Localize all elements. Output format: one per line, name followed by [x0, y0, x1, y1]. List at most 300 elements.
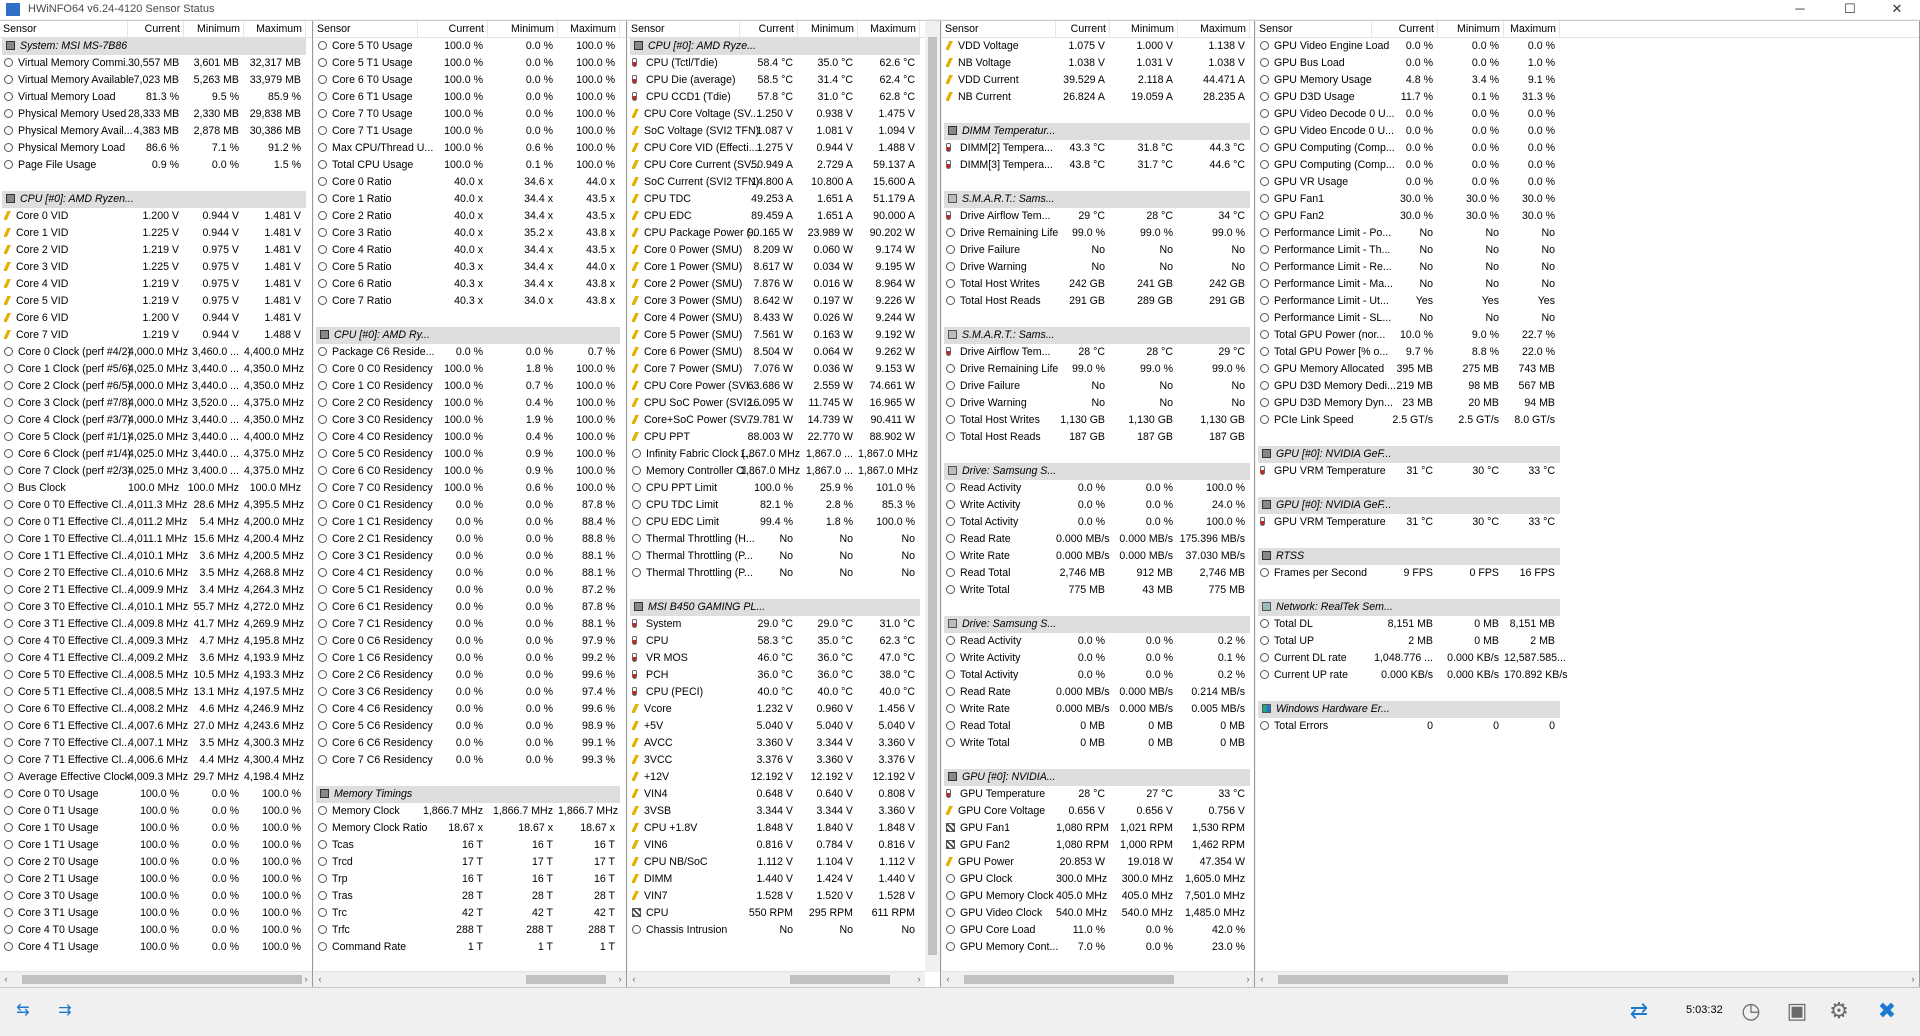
sensor-row[interactable] — [0, 735, 312, 752]
sensor-row[interactable] — [942, 38, 1254, 55]
sensor-row[interactable] — [0, 820, 312, 837]
sensor-row[interactable] — [942, 429, 1254, 446]
sensor-group-header[interactable] — [1256, 548, 1919, 565]
sensor-row[interactable] — [1256, 123, 1919, 140]
sensor-row[interactable] — [0, 803, 312, 820]
sensor-row[interactable] — [628, 208, 940, 225]
maximize-button[interactable]: ☐ — [1844, 1, 1856, 16]
sensor-row[interactable] — [314, 412, 626, 429]
sensor-row[interactable] — [942, 344, 1254, 361]
sensor-row[interactable] — [0, 888, 312, 905]
header-sensor[interactable]: Sensor — [314, 21, 418, 37]
sensor-group-header[interactable] — [942, 616, 1254, 633]
sensor-row[interactable] — [1256, 89, 1919, 106]
sensor-row[interactable] — [314, 888, 626, 905]
sensor-row[interactable] — [314, 871, 626, 888]
minimize-button[interactable]: ─ — [1795, 1, 1805, 16]
sensor-row[interactable] — [0, 361, 312, 378]
sensor-row[interactable] — [1256, 514, 1919, 531]
sensor-row[interactable] — [1256, 310, 1919, 327]
header-current[interactable]: Current — [740, 21, 798, 37]
sensor-row[interactable] — [0, 939, 312, 956]
sensor-group-header[interactable] — [628, 599, 940, 616]
sensor-group-header[interactable] — [0, 38, 312, 55]
sensor-group-header[interactable] — [942, 191, 1254, 208]
sensor-row[interactable] — [628, 412, 940, 429]
sensor-row[interactable] — [942, 786, 1254, 803]
sensor-row[interactable] — [942, 888, 1254, 905]
header-current[interactable]: Current — [1056, 21, 1110, 37]
sensor-row[interactable] — [314, 378, 626, 395]
sensor-row[interactable] — [0, 225, 312, 242]
sensor-row[interactable] — [0, 922, 312, 939]
header-sensor[interactable]: Sensor — [942, 21, 1056, 37]
sensor-row[interactable] — [1256, 174, 1919, 191]
sensor-row[interactable] — [628, 174, 940, 191]
sensor-row[interactable] — [0, 871, 312, 888]
horizontal-scrollbar[interactable] — [628, 971, 925, 987]
scroll-right-icon[interactable]: › — [304, 974, 308, 984]
sensor-name: +12V — [644, 771, 670, 783]
scroll-left-icon[interactable]: ‹ — [4, 974, 8, 984]
minimum-value: 0.060 W — [813, 244, 853, 256]
sensor-row[interactable] — [314, 922, 626, 939]
close-button[interactable]: ✕ — [1891, 1, 1903, 16]
sensor-row[interactable] — [942, 735, 1254, 752]
scrollbar-thumb[interactable] — [928, 37, 937, 955]
scrollbar-thumb[interactable] — [22, 975, 302, 984]
sensor-row[interactable] — [1256, 667, 1919, 684]
sensor-row[interactable] — [628, 752, 940, 769]
sensor-row[interactable] — [314, 242, 626, 259]
sensor-row[interactable] — [0, 276, 312, 293]
current-value: 100.0 % — [444, 414, 483, 426]
sensor-row[interactable] — [0, 514, 312, 531]
sensor-row[interactable] — [942, 582, 1254, 599]
sensor-row[interactable] — [628, 514, 940, 531]
sensor-row[interactable] — [314, 259, 626, 276]
scroll-right-icon[interactable]: › — [917, 974, 921, 984]
sensor-row[interactable] — [942, 650, 1254, 667]
sensor-row[interactable] — [0, 89, 312, 106]
sensor-row[interactable] — [314, 565, 626, 582]
sensor-row[interactable] — [314, 854, 626, 871]
sensor-row[interactable] — [314, 106, 626, 123]
sensor-row[interactable] — [0, 633, 312, 650]
sensor-row[interactable] — [942, 259, 1254, 276]
sensor-row[interactable] — [942, 395, 1254, 412]
sensor-row[interactable] — [942, 803, 1254, 820]
header-current[interactable]: Current — [128, 21, 184, 37]
sensor-row[interactable] — [628, 191, 940, 208]
sensor-row[interactable] — [628, 480, 940, 497]
sensor-row[interactable] — [942, 565, 1254, 582]
sensor-row[interactable] — [1256, 225, 1919, 242]
sensor-row[interactable] — [628, 378, 940, 395]
sensor-row[interactable] — [1256, 106, 1919, 123]
sensor-row[interactable] — [0, 395, 312, 412]
sensor-row[interactable] — [628, 667, 940, 684]
sensor-row[interactable] — [942, 905, 1254, 922]
exit-icon[interactable]: ✖ — [1877, 998, 1897, 1023]
sensor-row[interactable] — [314, 191, 626, 208]
sensor-row[interactable] — [0, 259, 312, 276]
sensor-row[interactable] — [0, 565, 312, 582]
sensor-row[interactable] — [0, 446, 312, 463]
sensor-row[interactable] — [0, 157, 312, 174]
sensor-row[interactable] — [942, 701, 1254, 718]
sensor-row[interactable] — [628, 55, 940, 72]
sensor-row[interactable] — [628, 310, 940, 327]
sensor-row[interactable] — [942, 531, 1254, 548]
sensor-name: Drive Failure — [960, 244, 1021, 256]
sensor-row[interactable] — [1256, 412, 1919, 429]
vertical-scrollbar[interactable] — [925, 21, 940, 972]
header-sensor[interactable]: Sensor — [0, 21, 128, 37]
sensor-row[interactable] — [628, 242, 940, 259]
sensor-row[interactable] — [628, 259, 940, 276]
sensor-group-header[interactable] — [1256, 446, 1919, 463]
sensor-row[interactable] — [942, 718, 1254, 735]
gauge-icon — [4, 160, 13, 169]
sensor-row[interactable] — [314, 361, 626, 378]
sensor-row[interactable] — [628, 106, 940, 123]
sensor-row[interactable] — [628, 327, 940, 344]
sensor-row[interactable] — [0, 412, 312, 429]
sensor-row[interactable] — [628, 735, 940, 752]
sensor-row[interactable] — [942, 497, 1254, 514]
scrollbar-thumb[interactable] — [964, 975, 1174, 984]
horizontal-scrollbar[interactable] — [314, 971, 626, 987]
sensor-row[interactable] — [314, 701, 626, 718]
sensor-row[interactable] — [628, 497, 940, 514]
sensor-row[interactable] — [628, 395, 940, 412]
sensor-row[interactable] — [0, 701, 312, 718]
sensor-row[interactable] — [0, 718, 312, 735]
sensor-group-header[interactable] — [942, 463, 1254, 480]
sensor-row[interactable] — [942, 548, 1254, 565]
sensor-row[interactable] — [314, 225, 626, 242]
sensor-row[interactable] — [314, 72, 626, 89]
sensor-row[interactable] — [628, 276, 940, 293]
sensor-row[interactable] — [314, 293, 626, 310]
header-minimum[interactable]: Minimum — [1110, 21, 1178, 37]
scroll-right-icon[interactable]: › — [1911, 974, 1915, 984]
scrollbar-thumb[interactable] — [790, 975, 890, 984]
sensor-row[interactable] — [314, 837, 626, 854]
sensor-row[interactable] — [942, 157, 1254, 174]
sensor-row[interactable] — [314, 582, 626, 599]
scroll-right-icon[interactable]: › — [1246, 974, 1250, 984]
sensor-row[interactable] — [0, 531, 312, 548]
sensor-row[interactable] — [314, 752, 626, 769]
header-maximum[interactable]: Maximum — [244, 21, 306, 37]
sensor-row[interactable] — [942, 684, 1254, 701]
sensor-row[interactable] — [1256, 650, 1919, 667]
header-minimum[interactable]: Minimum — [798, 21, 858, 37]
sensor-row[interactable] — [314, 735, 626, 752]
sensor-row[interactable] — [314, 123, 626, 140]
clock-icon[interactable]: ◷ — [1741, 998, 1761, 1023]
sensor-row[interactable] — [0, 582, 312, 599]
sensor-row[interactable] — [628, 293, 940, 310]
sensor-row[interactable] — [942, 242, 1254, 259]
sensor-row[interactable] — [628, 786, 940, 803]
sensor-row[interactable] — [942, 208, 1254, 225]
sensor-row[interactable] — [314, 174, 626, 191]
sensor-row[interactable] — [628, 616, 940, 633]
maximum-value: 99.0 % — [1212, 363, 1245, 375]
sensor-row[interactable] — [0, 378, 312, 395]
nav-right-button[interactable]: ⇉ — [58, 1002, 72, 1019]
sensor-row[interactable] — [942, 361, 1254, 378]
sensor-row[interactable] — [942, 89, 1254, 106]
header-maximum[interactable]: Maximum — [1504, 21, 1560, 37]
sensor-row[interactable] — [0, 293, 312, 310]
scroll-left-icon[interactable]: ‹ — [1260, 974, 1264, 984]
sensor-row[interactable] — [314, 514, 626, 531]
sensor-row[interactable] — [628, 548, 940, 565]
sensor-row[interactable] — [314, 140, 626, 157]
scrollbar-thumb[interactable] — [1278, 975, 1508, 984]
sensor-row[interactable] — [628, 633, 940, 650]
header-maximum[interactable]: Maximum — [1178, 21, 1250, 37]
network-icon[interactable]: ⇄ — [1629, 998, 1649, 1023]
sensor-row[interactable] — [942, 939, 1254, 956]
sensor-row[interactable] — [0, 429, 312, 446]
sensor-row[interactable] — [628, 72, 940, 89]
sensor-row[interactable] — [0, 327, 312, 344]
header-minimum[interactable]: Minimum — [1438, 21, 1504, 37]
sensor-row[interactable] — [0, 786, 312, 803]
sensor-row[interactable] — [628, 89, 940, 106]
sensor-row[interactable] — [1256, 208, 1919, 225]
sensor-row[interactable] — [942, 922, 1254, 939]
horizontal-scrollbar[interactable] — [1256, 971, 1919, 987]
sensor-row[interactable] — [0, 72, 312, 89]
sensor-row[interactable] — [1256, 191, 1919, 208]
sensor-row[interactable] — [0, 106, 312, 123]
sensor-row[interactable] — [1256, 293, 1919, 310]
sensor-row[interactable] — [942, 820, 1254, 837]
sensor-row[interactable] — [628, 701, 940, 718]
sensor-row[interactable] — [1256, 378, 1919, 395]
sensor-row[interactable] — [628, 344, 940, 361]
sensor-row[interactable] — [314, 905, 626, 922]
sensor-row[interactable] — [314, 531, 626, 548]
sensor-row[interactable] — [1256, 72, 1919, 89]
sensor-row[interactable] — [628, 820, 940, 837]
sensor-row[interactable] — [1256, 616, 1919, 633]
sensor-row[interactable] — [942, 276, 1254, 293]
sensor-group-header[interactable] — [1256, 599, 1919, 616]
sensor-row[interactable] — [0, 616, 312, 633]
sensor-row[interactable] — [314, 803, 626, 820]
sensor-row[interactable] — [0, 599, 312, 616]
sensor-row[interactable] — [314, 667, 626, 684]
sensor-row[interactable] — [942, 225, 1254, 242]
sensor-row[interactable] — [0, 463, 312, 480]
add-report-icon[interactable]: ▣ — [1786, 998, 1808, 1023]
sensor-row[interactable] — [314, 616, 626, 633]
header-minimum[interactable]: Minimum — [488, 21, 558, 37]
sensor-row[interactable] — [0, 905, 312, 922]
sensor-row[interactable] — [314, 718, 626, 735]
sensor-row[interactable] — [0, 667, 312, 684]
sensor-row[interactable] — [0, 497, 312, 514]
sensor-row[interactable] — [314, 395, 626, 412]
sensor-row[interactable] — [0, 837, 312, 854]
sensor-row[interactable] — [314, 939, 626, 956]
sensor-row[interactable] — [0, 854, 312, 871]
horizontal-scrollbar[interactable] — [0, 971, 312, 987]
sensor-row[interactable] — [0, 650, 312, 667]
sensor-row[interactable] — [314, 599, 626, 616]
sensor-row[interactable] — [628, 888, 940, 905]
sensor-row[interactable] — [0, 310, 312, 327]
sensor-row[interactable] — [1256, 327, 1919, 344]
sensor-row[interactable] — [628, 157, 940, 174]
sensor-row[interactable] — [314, 633, 626, 650]
sensor-row[interactable] — [942, 480, 1254, 497]
scroll-left-icon[interactable]: ‹ — [318, 974, 322, 984]
sensor-row[interactable] — [628, 446, 940, 463]
sensor-row[interactable] — [628, 123, 940, 140]
sensor-row[interactable] — [0, 242, 312, 259]
sensor-row[interactable] — [1256, 344, 1919, 361]
sensor-row[interactable] — [942, 378, 1254, 395]
sensor-row[interactable] — [942, 293, 1254, 310]
sensor-row[interactable] — [314, 446, 626, 463]
sensor-row[interactable] — [314, 497, 626, 514]
header-minimum[interactable]: Minimum — [184, 21, 244, 37]
sensor-row[interactable] — [314, 548, 626, 565]
sensor-row[interactable] — [0, 769, 312, 786]
sensor-row[interactable] — [628, 650, 940, 667]
sensor-row[interactable] — [628, 565, 940, 582]
sensor-row[interactable] — [1256, 242, 1919, 259]
sensor-row[interactable] — [1256, 718, 1919, 735]
sensor-row[interactable] — [1256, 276, 1919, 293]
sensor-row[interactable] — [628, 463, 940, 480]
header-maximum[interactable]: Maximum — [858, 21, 920, 37]
sensor-row[interactable] — [942, 72, 1254, 89]
sensor-group-header[interactable] — [942, 123, 1254, 140]
sensor-row[interactable] — [0, 752, 312, 769]
scroll-left-icon[interactable]: ‹ — [946, 974, 950, 984]
nav-left-button[interactable]: ⇆ — [16, 1002, 30, 1019]
sensor-row[interactable] — [628, 871, 940, 888]
sensor-row[interactable] — [942, 514, 1254, 531]
sensor-row[interactable] — [0, 123, 312, 140]
sensor-row[interactable] — [314, 157, 626, 174]
header-maximum[interactable]: Maximum — [558, 21, 620, 37]
sensor-row[interactable] — [0, 344, 312, 361]
scroll-left-icon[interactable]: ‹ — [632, 974, 636, 984]
sensor-row[interactable] — [1256, 38, 1919, 55]
scrollbar-thumb[interactable] — [526, 975, 606, 984]
sensor-row[interactable] — [1256, 361, 1919, 378]
sensor-row[interactable] — [1256, 633, 1919, 650]
horizontal-scrollbar[interactable] — [942, 971, 1254, 987]
header-sensor[interactable]: Sensor — [1256, 21, 1372, 37]
sensor-row[interactable] — [942, 667, 1254, 684]
sensor-row[interactable] — [628, 837, 940, 854]
sensor-row[interactable] — [0, 140, 312, 157]
volt-icon — [632, 874, 639, 883]
sensor-row[interactable] — [314, 89, 626, 106]
sensor-group-header[interactable] — [942, 769, 1254, 786]
sensor-group-header[interactable] — [0, 191, 312, 208]
sensor-row[interactable] — [1256, 140, 1919, 157]
header-current[interactable]: Current — [1372, 21, 1438, 37]
sensor-group-header[interactable] — [628, 38, 940, 55]
sensor-row[interactable] — [1256, 259, 1919, 276]
sensor-row[interactable] — [628, 361, 940, 378]
sensor-row[interactable] — [1256, 463, 1919, 480]
sensor-row[interactable] — [314, 429, 626, 446]
sensor-row[interactable] — [0, 548, 312, 565]
sensor-row[interactable] — [628, 718, 940, 735]
sensor-row[interactable] — [1256, 157, 1919, 174]
header-current[interactable]: Current — [418, 21, 488, 37]
sensor-row[interactable] — [314, 344, 626, 361]
sensor-row[interactable] — [628, 922, 940, 939]
sensor-group-header[interactable] — [942, 327, 1254, 344]
sensor-row[interactable] — [628, 429, 940, 446]
settings-icon[interactable]: ⚙ — [1829, 998, 1849, 1023]
sensor-row[interactable] — [942, 633, 1254, 650]
sensor-group-header[interactable] — [1256, 497, 1919, 514]
sensor-row[interactable] — [628, 854, 940, 871]
sensor-row[interactable] — [0, 55, 312, 72]
sensor-row[interactable] — [628, 769, 940, 786]
sensor-row[interactable] — [314, 276, 626, 293]
sensor-row[interactable] — [628, 531, 940, 548]
sensor-row[interactable] — [628, 684, 940, 701]
scroll-right-icon[interactable]: › — [618, 974, 622, 984]
sensor-row[interactable] — [628, 905, 940, 922]
sensor-row[interactable] — [314, 820, 626, 837]
sensor-row[interactable] — [314, 650, 626, 667]
sensor-row[interactable] — [942, 55, 1254, 72]
sensor-row[interactable] — [1256, 565, 1919, 582]
sensor-row[interactable] — [942, 837, 1254, 854]
sensor-group-header[interactable] — [314, 786, 626, 803]
sensor-row[interactable] — [628, 803, 940, 820]
sensor-row[interactable] — [314, 208, 626, 225]
sensor-row[interactable] — [942, 140, 1254, 157]
sensor-group-header[interactable] — [1256, 701, 1919, 718]
sensor-row[interactable] — [314, 55, 626, 72]
sensor-row[interactable] — [1256, 395, 1919, 412]
sensor-row[interactable] — [314, 684, 626, 701]
sensor-row[interactable] — [628, 225, 940, 242]
sensor-row[interactable] — [314, 38, 626, 55]
sensor-row[interactable] — [0, 684, 312, 701]
header-sensor[interactable]: Sensor — [628, 21, 740, 37]
sensor-row[interactable] — [942, 871, 1254, 888]
sensor-row[interactable] — [1256, 55, 1919, 72]
sensor-row[interactable] — [942, 412, 1254, 429]
sensor-row[interactable] — [628, 140, 940, 157]
sensor-row[interactable] — [942, 854, 1254, 871]
sensor-row[interactable] — [314, 463, 626, 480]
sensor-row[interactable] — [0, 480, 312, 497]
sensor-row[interactable] — [0, 208, 312, 225]
sensor-group-header[interactable] — [314, 327, 626, 344]
sensor-row[interactable] — [314, 480, 626, 497]
